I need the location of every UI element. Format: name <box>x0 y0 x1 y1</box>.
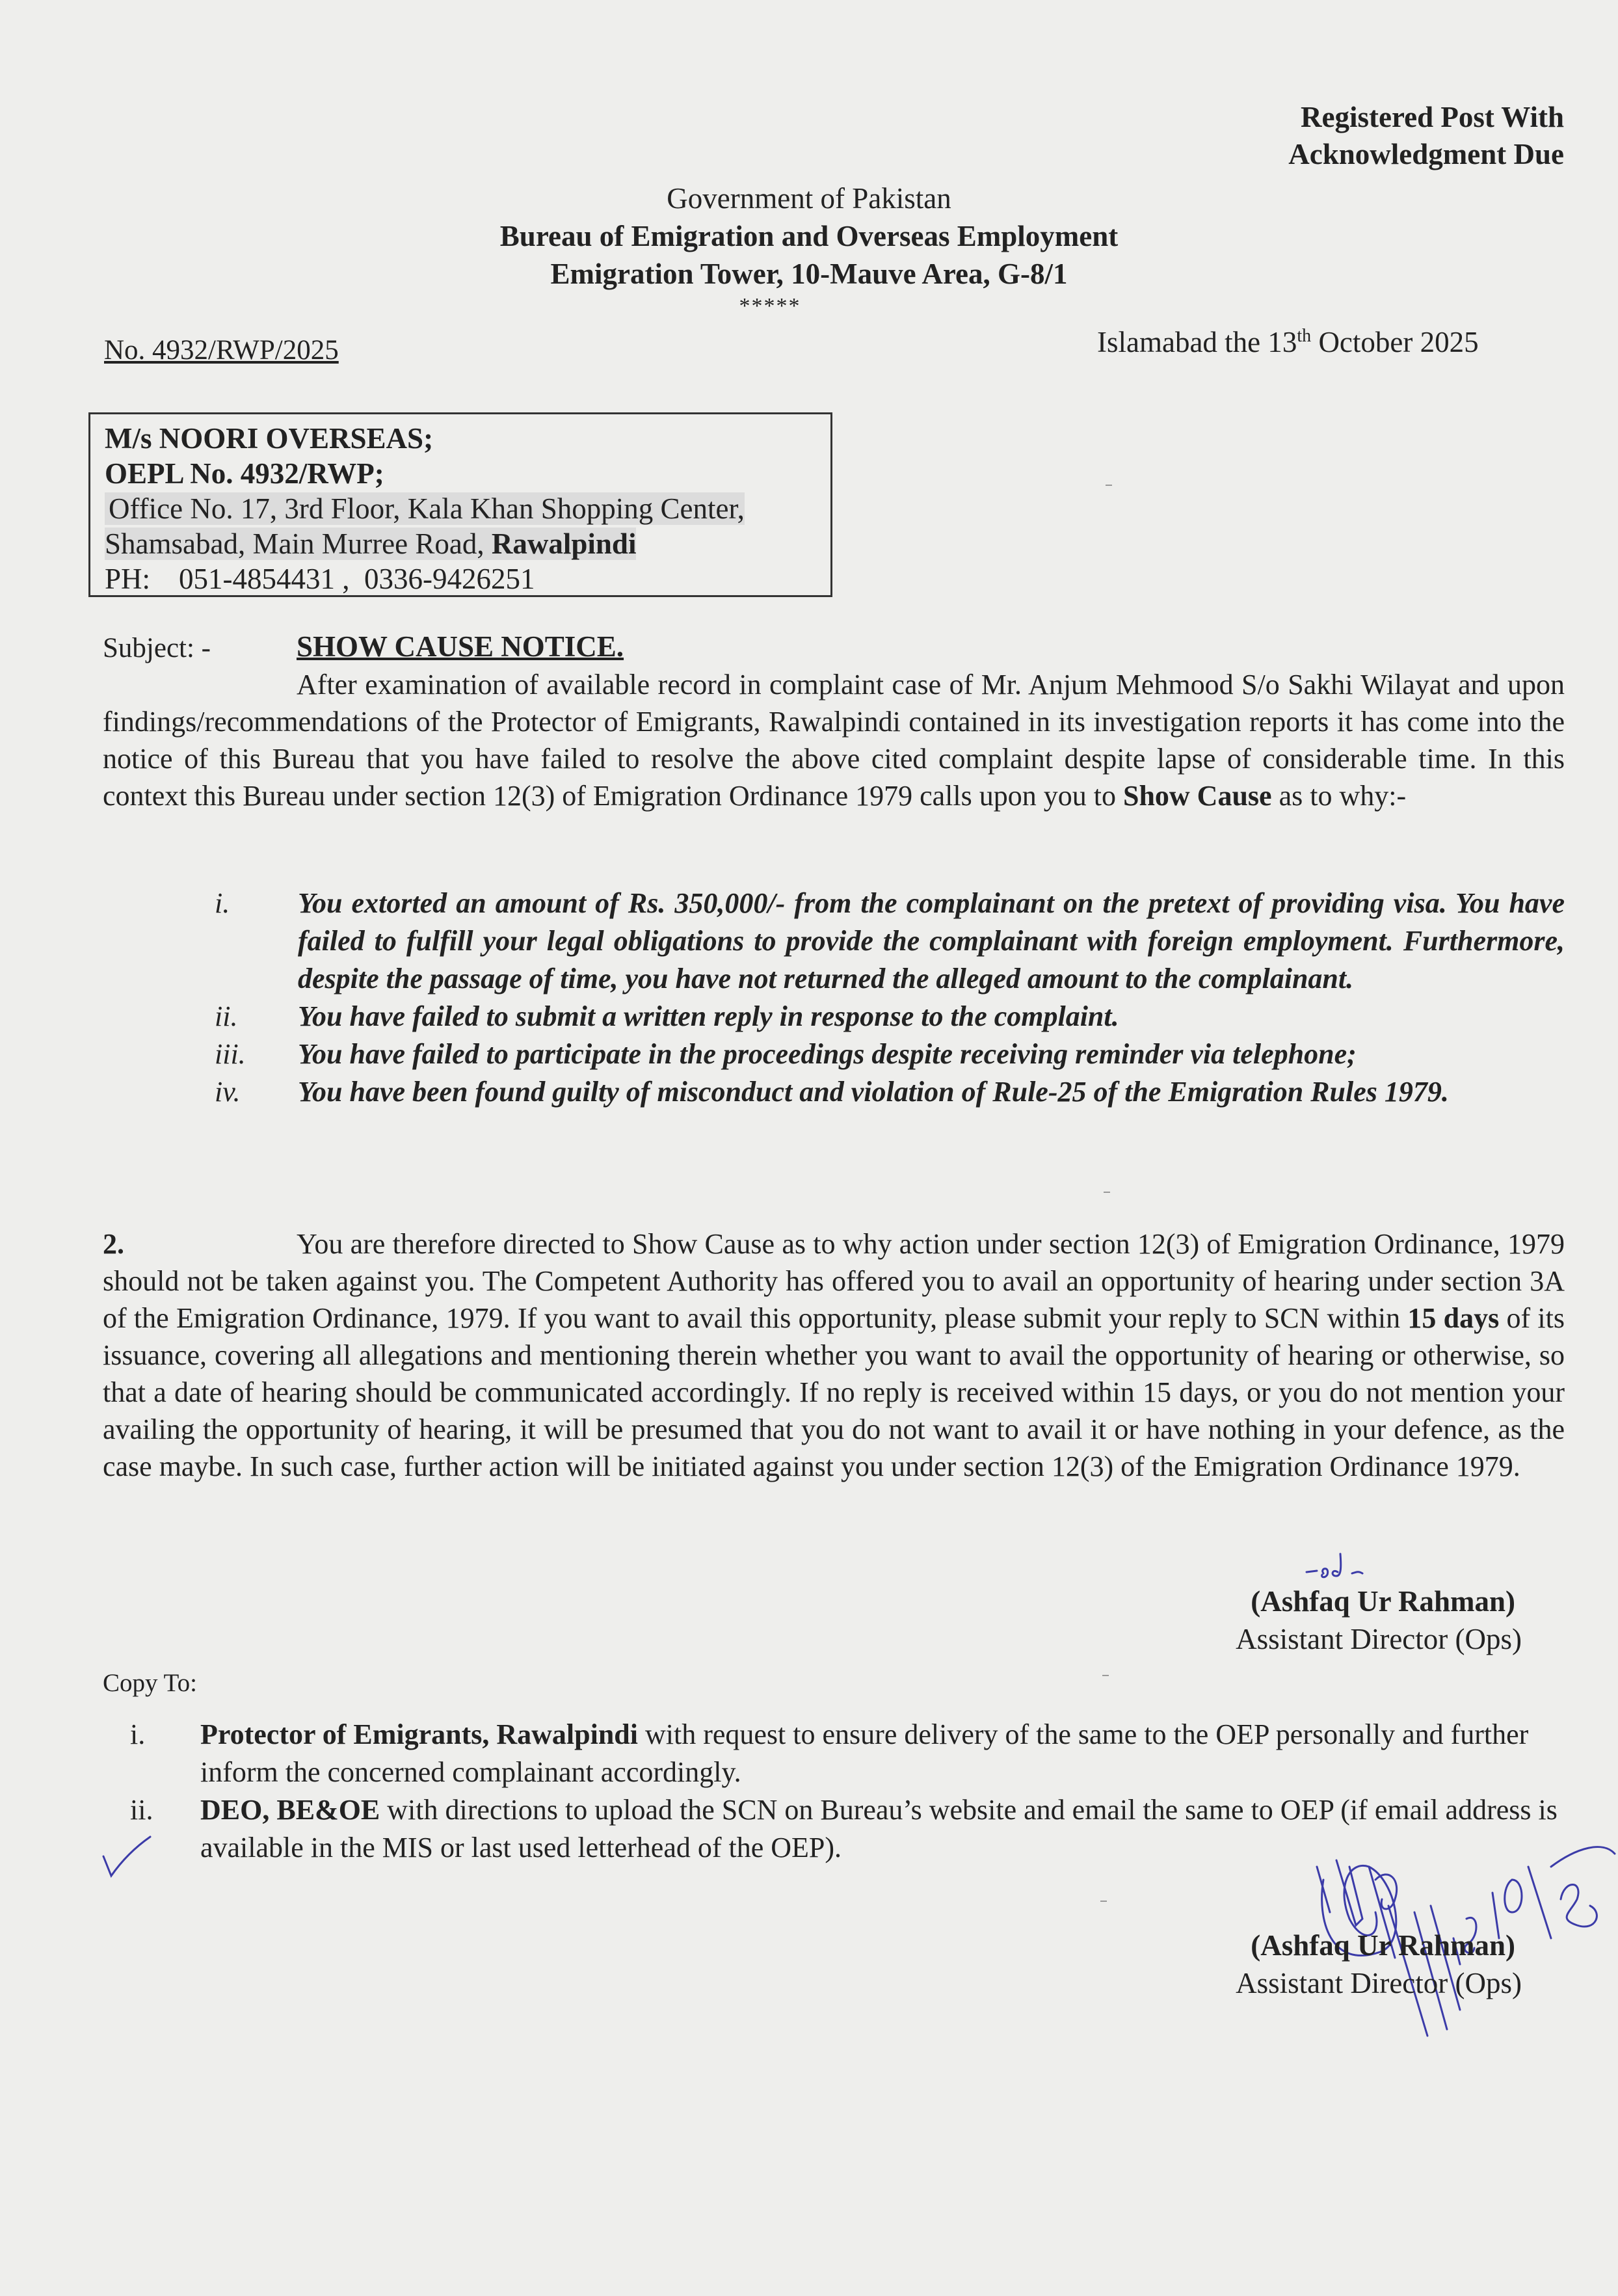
scan-speck <box>1100 1901 1107 1902</box>
address-city: Rawalpindi <box>491 527 637 560</box>
addressee-box <box>88 412 832 597</box>
subject-label: Subject: - <box>103 633 211 663</box>
scan-speck <box>1106 485 1112 486</box>
copy-to-item <box>130 1716 1567 1791</box>
letterhead-address: Emigration Tower, 10-Mauve Area, G-8/1 <box>550 258 1068 290</box>
signatory-title-2: Assistant Director (Ops) <box>1236 1967 1522 1999</box>
addressee-license: OEPL No. 4932/RWP; <box>105 457 384 490</box>
checkmark-icon <box>101 1834 153 1880</box>
charge-text: You have been found guilty of misconduct and violation of Rule-25 of the Emigration Rules 1979. <box>298 1076 1449 1108</box>
addressee-phone <box>105 561 816 596</box>
scan-speck <box>1102 1675 1109 1676</box>
paragraph-2-bold: 15 days <box>1407 1302 1500 1334</box>
copy-to-recipient: Protector of Emigrants, Rawalpindi <box>200 1718 638 1750</box>
charge-text: You have failed to submit a written reply in response to the complaint. <box>298 1000 1119 1032</box>
paragraph-2-text: You are therefore directed to Show Cause as to why action under section 12(3) of Emigration Ordinance, 1979 should not be taken against you. The Competent Authority has offered you to avail an opportunity of hearing under section 3A of the Emigration Ordinance, 1979. If you want to avail this opportunity, please submit your reply to SCN within <box>103 1228 1565 1334</box>
registered-post-note <box>1288 99 1564 173</box>
letterhead-stars: ***** <box>739 294 801 318</box>
copy-to-label: Copy To: <box>103 1669 197 1697</box>
date-month-year: October 2025 <box>1311 326 1479 358</box>
paragraph-1-end: as to why:- <box>1271 780 1407 812</box>
charge-number: i. <box>215 887 230 919</box>
letterhead-government: Government of Pakistan <box>667 182 951 215</box>
copy-to-number: ii. <box>130 1794 153 1826</box>
copy-to-recipient: DEO, BE&OE <box>200 1794 380 1826</box>
copy-to-text: with request to ensure delivery of the same to the OEP personally and further inform the concerned complainant accordingly. <box>200 1718 1529 1788</box>
paragraph-2-number: 2. <box>103 1228 124 1260</box>
signatory-name-1: (Ashfaq Ur Rahman) <box>1251 1585 1515 1618</box>
copy-to-number: i. <box>130 1718 146 1750</box>
charges-list <box>215 885 1565 1111</box>
subject-title: SHOW CAUSE NOTICE. <box>297 630 624 663</box>
paragraph-1-bold: Show Cause <box>1122 780 1272 812</box>
addressee-address-line2 <box>105 526 816 561</box>
registered-post-line2: Acknowledgment Due <box>1288 138 1564 170</box>
charge-item <box>215 1073 1565 1111</box>
charge-item <box>215 1035 1565 1073</box>
phone-label: PH: <box>105 563 151 595</box>
charge-number: ii. <box>215 1000 238 1032</box>
addressee-name: M/s NOORI OVERSEAS; <box>105 422 434 455</box>
letterhead-bureau: Bureau of Emigration and Overseas Employment <box>499 220 1119 252</box>
copy-to-text: with directions to upload the SCN on Bureau’s website and email the same to OEP (if email address is available in the MIS or last used letterhead of the OEP). <box>200 1794 1558 1863</box>
paragraph-2-end: of its issuance, covering all allegations and mentioning therein whether you want to avail the opportunity of hearing or otherwise, so that a date of hearing should be communicated accordingly. If no reply is received within 15 days, or you do not mention your availing the opportunity of hearing, it will be presumed that you do not want to avail it or have nothing in your defence, as the case maybe. In such case, further action will be initiated against you under section 12(3) of the Emigration Ordinance 1979. <box>103 1302 1565 1482</box>
charge-number: iii. <box>215 1038 246 1070</box>
charge-item <box>215 998 1565 1035</box>
reference-number: No. 4932/RWP/2025 <box>104 335 339 366</box>
date-day: Islamabad the 13 <box>1097 326 1297 358</box>
registered-post-line1: Registered Post With <box>1301 101 1564 133</box>
addressee-address-line1 <box>105 491 816 526</box>
address-line1-text: Office No. 17, 3rd Floor, Kala Khan Shopping Center, <box>105 492 745 525</box>
charge-number: iv. <box>215 1076 241 1108</box>
address-line2-text: Shamsabad, Main Murree Road, <box>105 527 492 560</box>
charge-text: You have failed to participate in the proceedings despite receiving reminder via telephone; <box>298 1038 1357 1070</box>
paragraph-1-text: After examination of available record in complaint case of Mr. Anjum Mehmood S/o Sakhi Wilayat and upon findings/recommendations of the Protector of Emigrants, Rawalpindi contained in its investigation reports it has come into the notice of this Bureau that you have failed to resolve the above cited complaint despite lapse of considerable time. In this context this Bureau under section 12(3) of Emigration Ordinance 1979 calls upon you to <box>103 669 1565 812</box>
scan-speck <box>1104 1192 1110 1193</box>
signatory-title-1: Assistant Director (Ops) <box>1236 1623 1522 1655</box>
paragraph-2 <box>103 1225 1565 1485</box>
phone-numbers: 051-4854431 , 0336-9426251 <box>179 563 535 595</box>
letter-date <box>1097 325 1479 359</box>
handwritten-sd-mark <box>1304 1545 1375 1584</box>
charge-item <box>215 885 1565 998</box>
paragraph-1 <box>103 666 1565 814</box>
date-ordinal: th <box>1297 326 1312 346</box>
signatory-name-2: (Ashfaq Ur Rahman) <box>1251 1929 1515 1962</box>
charge-text: You extorted an amount of Rs. 350,000/- from the complainant on the pretext of providing visa. You have failed to fulfill your legal obligations to provide the complainant with foreign employment. Furthermore, despite the passage of time, you have not returned the alleged amount to the complainant. <box>298 887 1565 994</box>
